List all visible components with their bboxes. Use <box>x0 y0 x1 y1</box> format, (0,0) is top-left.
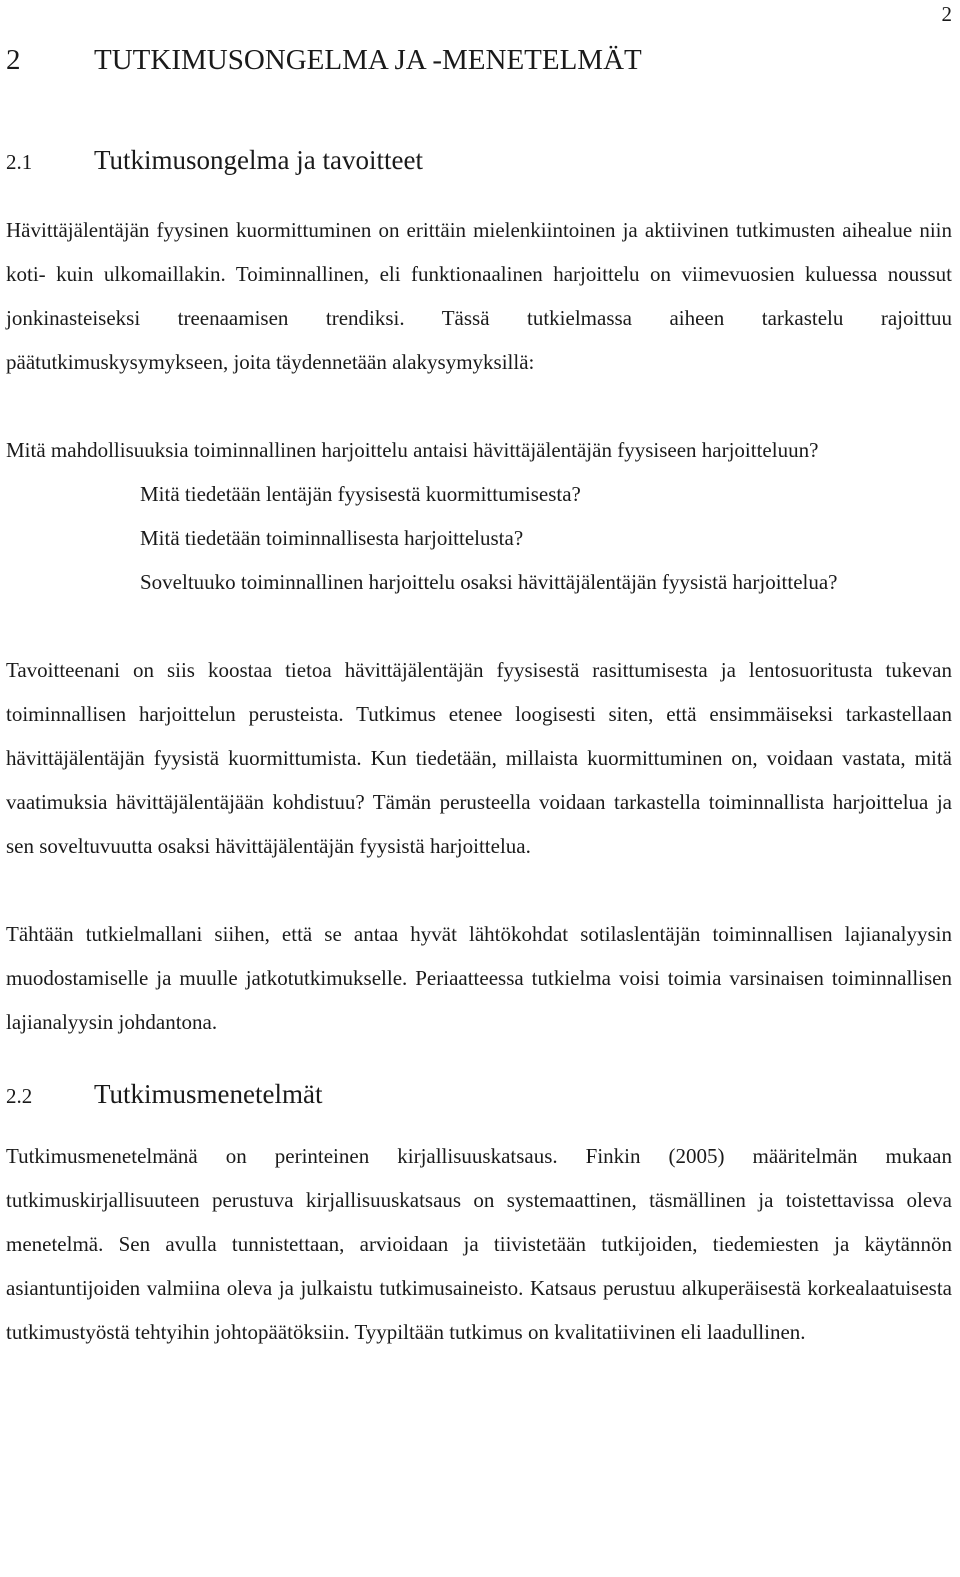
sub-question: Mitä tiedetään lentäjän fyysisestä kuormittumisesta? <box>140 482 581 506</box>
chapter-heading <box>6 40 952 80</box>
chapter-number: 2 <box>6 44 21 76</box>
section-title: Tutkimusmenetelmät <box>94 1079 323 1109</box>
page-number: 2 <box>941 2 952 26</box>
page-content <box>6 40 952 1354</box>
sub-question: Mitä tiedetään toiminnallisesta harjoittelusta? <box>140 526 524 550</box>
intro-paragraph: Hävittäjälentäjän fyysinen kuormittuminen on erittäin mielenkiintoinen ja aktiivinen tutkimusten aihealue niin koti- kuin ulkomaillakin. Toiminnallinen, eli funktionaalinen harjoittelu on viimevuosien kuluessa noussut jonkinasteiseksi treenaamisen trendiksi. Tässä tutkielmassa aiheen tarkastelu rajoittuu päätutkimuskysymykseen, joita täydennetään alakysymyksillä: <box>6 218 952 374</box>
aim-paragraph: Tähtään tutkielmallani siihen, että se antaa hyvät lähtökohdat sotilaslentäjän toiminnallisen lajianalyysin muodostamiselle ja muulle jatkotutkimukselle. Periaatteessa tutkielma voisi toimia varsinaisen toiminnallisen lajianalyysin johdantona. <box>6 922 952 1034</box>
section-heading-2-2 <box>6 1074 952 1114</box>
section-heading-2-1 <box>6 140 952 180</box>
section-number: 2.2 <box>6 1084 33 1108</box>
section-title: Tutkimusongelma ja tavoitteet <box>94 145 423 175</box>
goal-paragraph: Tavoitteenani on siis koostaa tietoa hävittäjälentäjän fyysisestä rasittumisesta ja lentosuoritusta tukevan toiminnallisen harjoittelun perusteista. Tutkimus etenee loogisesti siten, että ensimmäiseksi tarkastellaan hävittäjälentäjän fyysistä kuormittumista. Kun tiedetään, millaista kuormittuminen on, voidaan vastata, mitä vaatimuksia hävittäjälentäjään kohdistuu? Tämän perusteella voidaan tarkastella toiminnallista harjoittelua ja sen soveltuvuutta osaksi hävittäjälentäjän fyysistä harjoittelua. <box>6 658 952 858</box>
sub-questions-list <box>140 472 952 604</box>
chapter-title: TUTKIMUSONGELMA JA -MENETELMÄT <box>94 44 642 76</box>
methods-paragraph: Tutkimusmenetelmänä on perinteinen kirjallisuuskatsaus. Finkin (2005) määritelmän mukaan tutkimuskirjallisuuteen perustuva kirjallisuuskatsaus on systemaattinen, täsmällinen ja toistettavissa oleva menetelmä. Sen avulla tunnistettaan, arvioidaan ja tiivistetään tutkijoiden, tiedemiesten ja käytännön asiantuntijoiden valmiina oleva ja julkaistu tutkimusaineisto. Katsaus perustuu alkuperäisestä korkealaatuisesta tutkimustyöstä tehtyihin johtopäätöksiin. Tyypiltään tutkimus on kvalitatiivinen eli laadullinen. <box>6 1144 952 1344</box>
sub-question: Soveltuuko toiminnallinen harjoittelu osaksi hävittäjälentäjän fyysistä harjoittelua? <box>140 570 838 594</box>
main-research-question: Mitä mahdollisuuksia toiminnallinen harjoittelu antaisi hävittäjälentäjän fyysiseen harjoitteluun? <box>6 438 819 462</box>
section-number: 2.1 <box>6 150 33 174</box>
